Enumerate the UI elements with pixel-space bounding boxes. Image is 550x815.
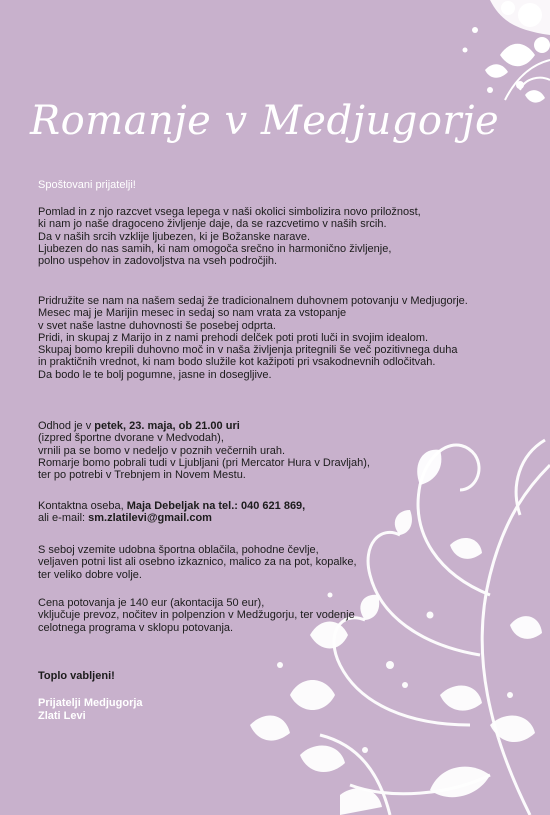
page-title: Romanje v Medjugorje: [30, 98, 500, 144]
text-line: Da bodo le te bolj pogumne, jasne in dosegljive.: [38, 368, 272, 381]
paragraph-price: [38, 597, 355, 634]
text-line: celotnega programa v sklopu potovanja.: [38, 621, 234, 634]
text-line: vključuje prevoz, nočitev in polpenzion v Medžugorju, ter vodenje: [38, 609, 355, 622]
text-line: Pridružite se nam na našem sedaj že tradicionalnem duhovnem potovanju v Medjugorje.: [38, 295, 468, 307]
departure-date: petek, 23. maja, ob 21.00 uri: [94, 420, 240, 432]
contact-line: [38, 500, 305, 512]
contact-email: sm.zlatilevi@gmail.com: [88, 512, 212, 525]
signature-line: Prijatelji Medjugorja: [38, 697, 143, 709]
email-line: [38, 512, 305, 524]
paragraph-contact: [38, 500, 305, 525]
text-line: vrnili pa se bomo v nedeljo v poznih večernih urah.: [38, 444, 286, 457]
text-line: polno uspehov in zadovoljstva na vseh področjih.: [38, 255, 278, 268]
signature: [38, 697, 143, 723]
text-line: in praktičnih vrednot, ki nam bodo služile kot kažipoti pri vsakodnevnih odločitvah.: [38, 356, 436, 369]
paragraph-packing: [38, 544, 357, 581]
text-line: (izpred športne dvorane v Medvodah),: [38, 432, 224, 445]
text-line: ter veliko dobre volje.: [38, 568, 142, 581]
greeting: Spoštovani prijatelji!: [38, 179, 136, 191]
contact-prefix: Kontaktna oseba,: [38, 500, 127, 512]
paragraph-intro: [38, 206, 421, 267]
text-line: Mesec maj je Marijin mesec in sedaj so nam vrata za vstopanje: [38, 307, 347, 320]
closing-invitation: Toplo vabljeni!: [38, 670, 115, 682]
text-line: v svet naše lastne duhovnosti še posebej odprta.: [38, 319, 276, 332]
text-line: Skupaj bomo krepili duhovno moč in v naša življenja pritegnili še več pozitivnega duha: [38, 344, 458, 357]
departure-prefix: Odhod je v: [38, 420, 95, 432]
text-line: ki nam jo naše dragoceno življenje daje, da se razcvetimo v naših srcih.: [38, 218, 387, 231]
signature-line: Zlati Levi: [38, 710, 86, 722]
email-prefix: ali e-mail:: [38, 512, 89, 525]
text-line: S seboj vzemite udobna športna oblačila, pohodne čevlje,: [38, 544, 319, 556]
text-line: veljaven potni list ali osebno izkaznico, malico za na pot, kopalke,: [38, 556, 357, 569]
departure-line: [38, 420, 370, 432]
text-line: Ljubezen do nas samih, ki nam omogoča srečno in harmonično življenje,: [38, 242, 392, 255]
paragraph-departure: [38, 420, 370, 481]
text-line: Cena potovanja je 140 eur (akontacija 50 eur),: [38, 597, 265, 609]
text-line: Pomlad in z njo razcvet vsega lepega v naši okolici simbolizira novo priložnost,: [38, 206, 421, 218]
text-line: Romarje bomo pobrali tudi v Ljubljani (pri Mercator Hura v Dravljah),: [38, 456, 370, 469]
contact-person: Maja Debeljak na tel.: 040 621 869,: [126, 500, 306, 512]
text-line: Da v naših srcih vzklije ljubezen, ki je Božanske narave.: [38, 230, 311, 243]
floral-ornament-top-icon: [430, 0, 550, 110]
paragraph-invitation: [38, 295, 468, 381]
text-line: ter po potrebi v Trebnjem in Novem Mestu.: [38, 469, 246, 482]
text-line: Pridi, in skupaj z Marijo in z nami prehodi delček poti proti luči in svojim idealom.: [38, 331, 429, 344]
